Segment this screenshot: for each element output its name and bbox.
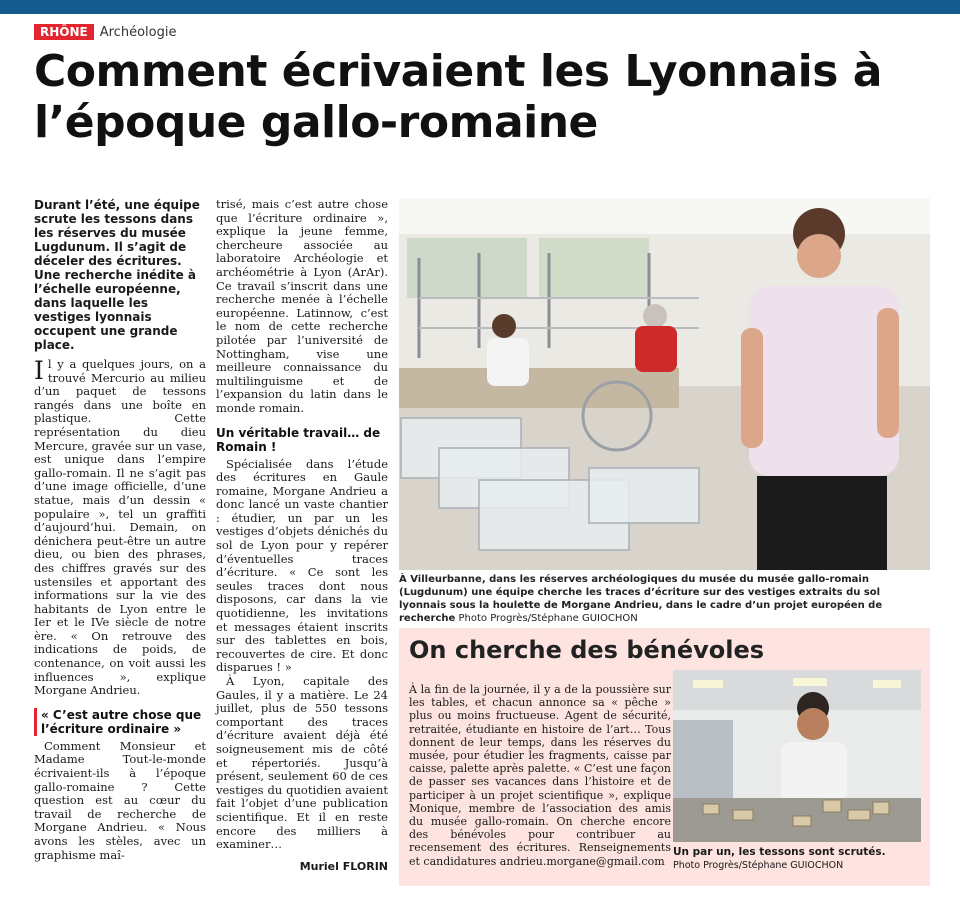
sidebar-box [399,628,930,886]
author-signature: Muriel FLORIN [299,859,388,873]
top-bar [0,0,960,14]
kicker [34,24,176,40]
first-paragraph [34,358,206,698]
photo-credit: Photo Progrès/Stéphane GUIOCHON [458,613,638,624]
subheading-2: Un véritable travail… de Romain ! [216,425,381,454]
caption-text: À Villeurbanne, dans les réserves archéologiques du musée du musée gallo-romain (Lugdunum) une équipe cherche les traces d’écriture sur des vestiges extraits du sol lyonnais sous la houlette de Morgane Andrieu, dans le cadre d’un projet européen de recherche [399,574,883,624]
subheading-1: « C’est autre chose que l’écriture ordinaire » [34,708,206,736]
paragraph-text: l y a quelques jours, on a trouvé Mercurio au milieu d’un paquet de tessons rangés dans une boîte en plastique. Cette représentation du dieu Mercure, gravée sur un vase, est unique dans l’empire gallo-romain. Il ne s’agit pas d’une image officielle, d’une statue, mais d’un dessin « populaire », tel un graffiti d’aujourd’hui. Demain, on dénichera peut-être un autre dieu, ou bien des phrases, des chiffres gravés sur des ustensiles et apportant des informations sur la vie des habitants de Lyon entre le Ier et le IVe siècle de notre ère. « On retrouve des indications de poids, de contenance, on voit aussi les influences », explique Morgane Andrieu. [34,357,206,698]
region-tag: RHÔNE [34,24,94,40]
drop-cap: I [34,356,44,385]
article-column-1 [34,198,206,862]
storeroom-photo-illustration [399,198,930,570]
paragraph: Comment Monsieur et Madame Tout-le-monde écrivaient-ils à l’époque gallo-romaine ? Cette question est au cœur du travail de recherche de Morgane Andrieu. « Nous avons les stèles, avec un graphisme maî- [34,738,206,862]
secondary-photo [673,670,921,842]
secondary-photo-caption [673,846,921,872]
secondary-photo-credit: Photo Progrès/Stéphane GUIOCHON [673,860,844,871]
box-title: On cherche des bénévoles [409,636,765,664]
rubric-label: Archéologie [99,24,177,40]
paragraph: À Lyon, capitale des Gaules, il y a matière. Le 24 juillet, plus de 550 tessons comportant des traces d’écriture avaient déjà été soigneusement mis de côté et répertoriés. Jusqu’à présent, seulement 60 de ces vestiges du quotidien avaient fait l’objet d’une publication scientifique. Et il en reste encore des milliers à examiner… [216,674,388,852]
secondary-caption-text: Un par un, les tessons sont scrutés. [673,846,886,858]
main-photo-caption [399,573,930,625]
article-lead: Durant l’été, une équipe scrute les tessons dans les réserves du musée Lugdunum. Il s’agit de déceler des écritures. Une recherche inédite à l’échelle européenne, dans laquelle les vestiges lyonnais occupent une grande place. [34,198,200,352]
article-column-2 [216,198,388,873]
paragraph: Spécialisée dans l’étude des écritures en Gaule romaine, Morgane Andrieu a donc lancé un vaste chantier : étudier, un par un les vestiges d’objets dénichés du sol de Lyon pour y repérer d’éventuelles traces d’écriture. « Ce sont les seules traces dont nous disposons, car dans la vie quotidienne, les invitations et messages étaient inscrits sur des tablettes en bois, recouvertes de cire. Et donc disparues ! » [216,456,388,675]
main-photo [399,198,930,570]
paragraph: trisé, mais c’est autre chose que l’écriture ordinaire », explique la jeune femme, chercheure associée au laboratoire Archéologie et archéométrie à Lyon (ArAr). Ce travail s’inscrit dans une recherche menée à l’échelle européenne. Latinnow, c’est le nom de cette recherche pilotée par l’université de Nottingham, vise une meilleure connaissance du multilinguisme et de l’expansion du latin dans le monde romain. [216,197,388,415]
article-headline: Comment écrivaient les Lyonnais à l’époque gallo-romaine [34,46,882,148]
box-text: À la fin de la journée, il y a de la poussière sur les tables, et chacun annonce sa « pêche » plus ou moins fructueuse. Agent de sécurité, retraitée, étudiante en histoire de l’art… Tous donnent de leur temps, dans les réserves du musée, pour étudier les fragments, caisse par caisse, palette après palette. « C’est une façon de passer ses vacances dans l’histoire et de participer à un projet scientifique », explique Monique, membre de l’association des amis du musée gallo-romain. On cherche encore des bénévoles pour contribuer au recensement des écritures. Renseignements et candidatures andrieu.morgane@gmail.com [409,683,671,868]
volunteer-photo-illustration [673,670,921,842]
